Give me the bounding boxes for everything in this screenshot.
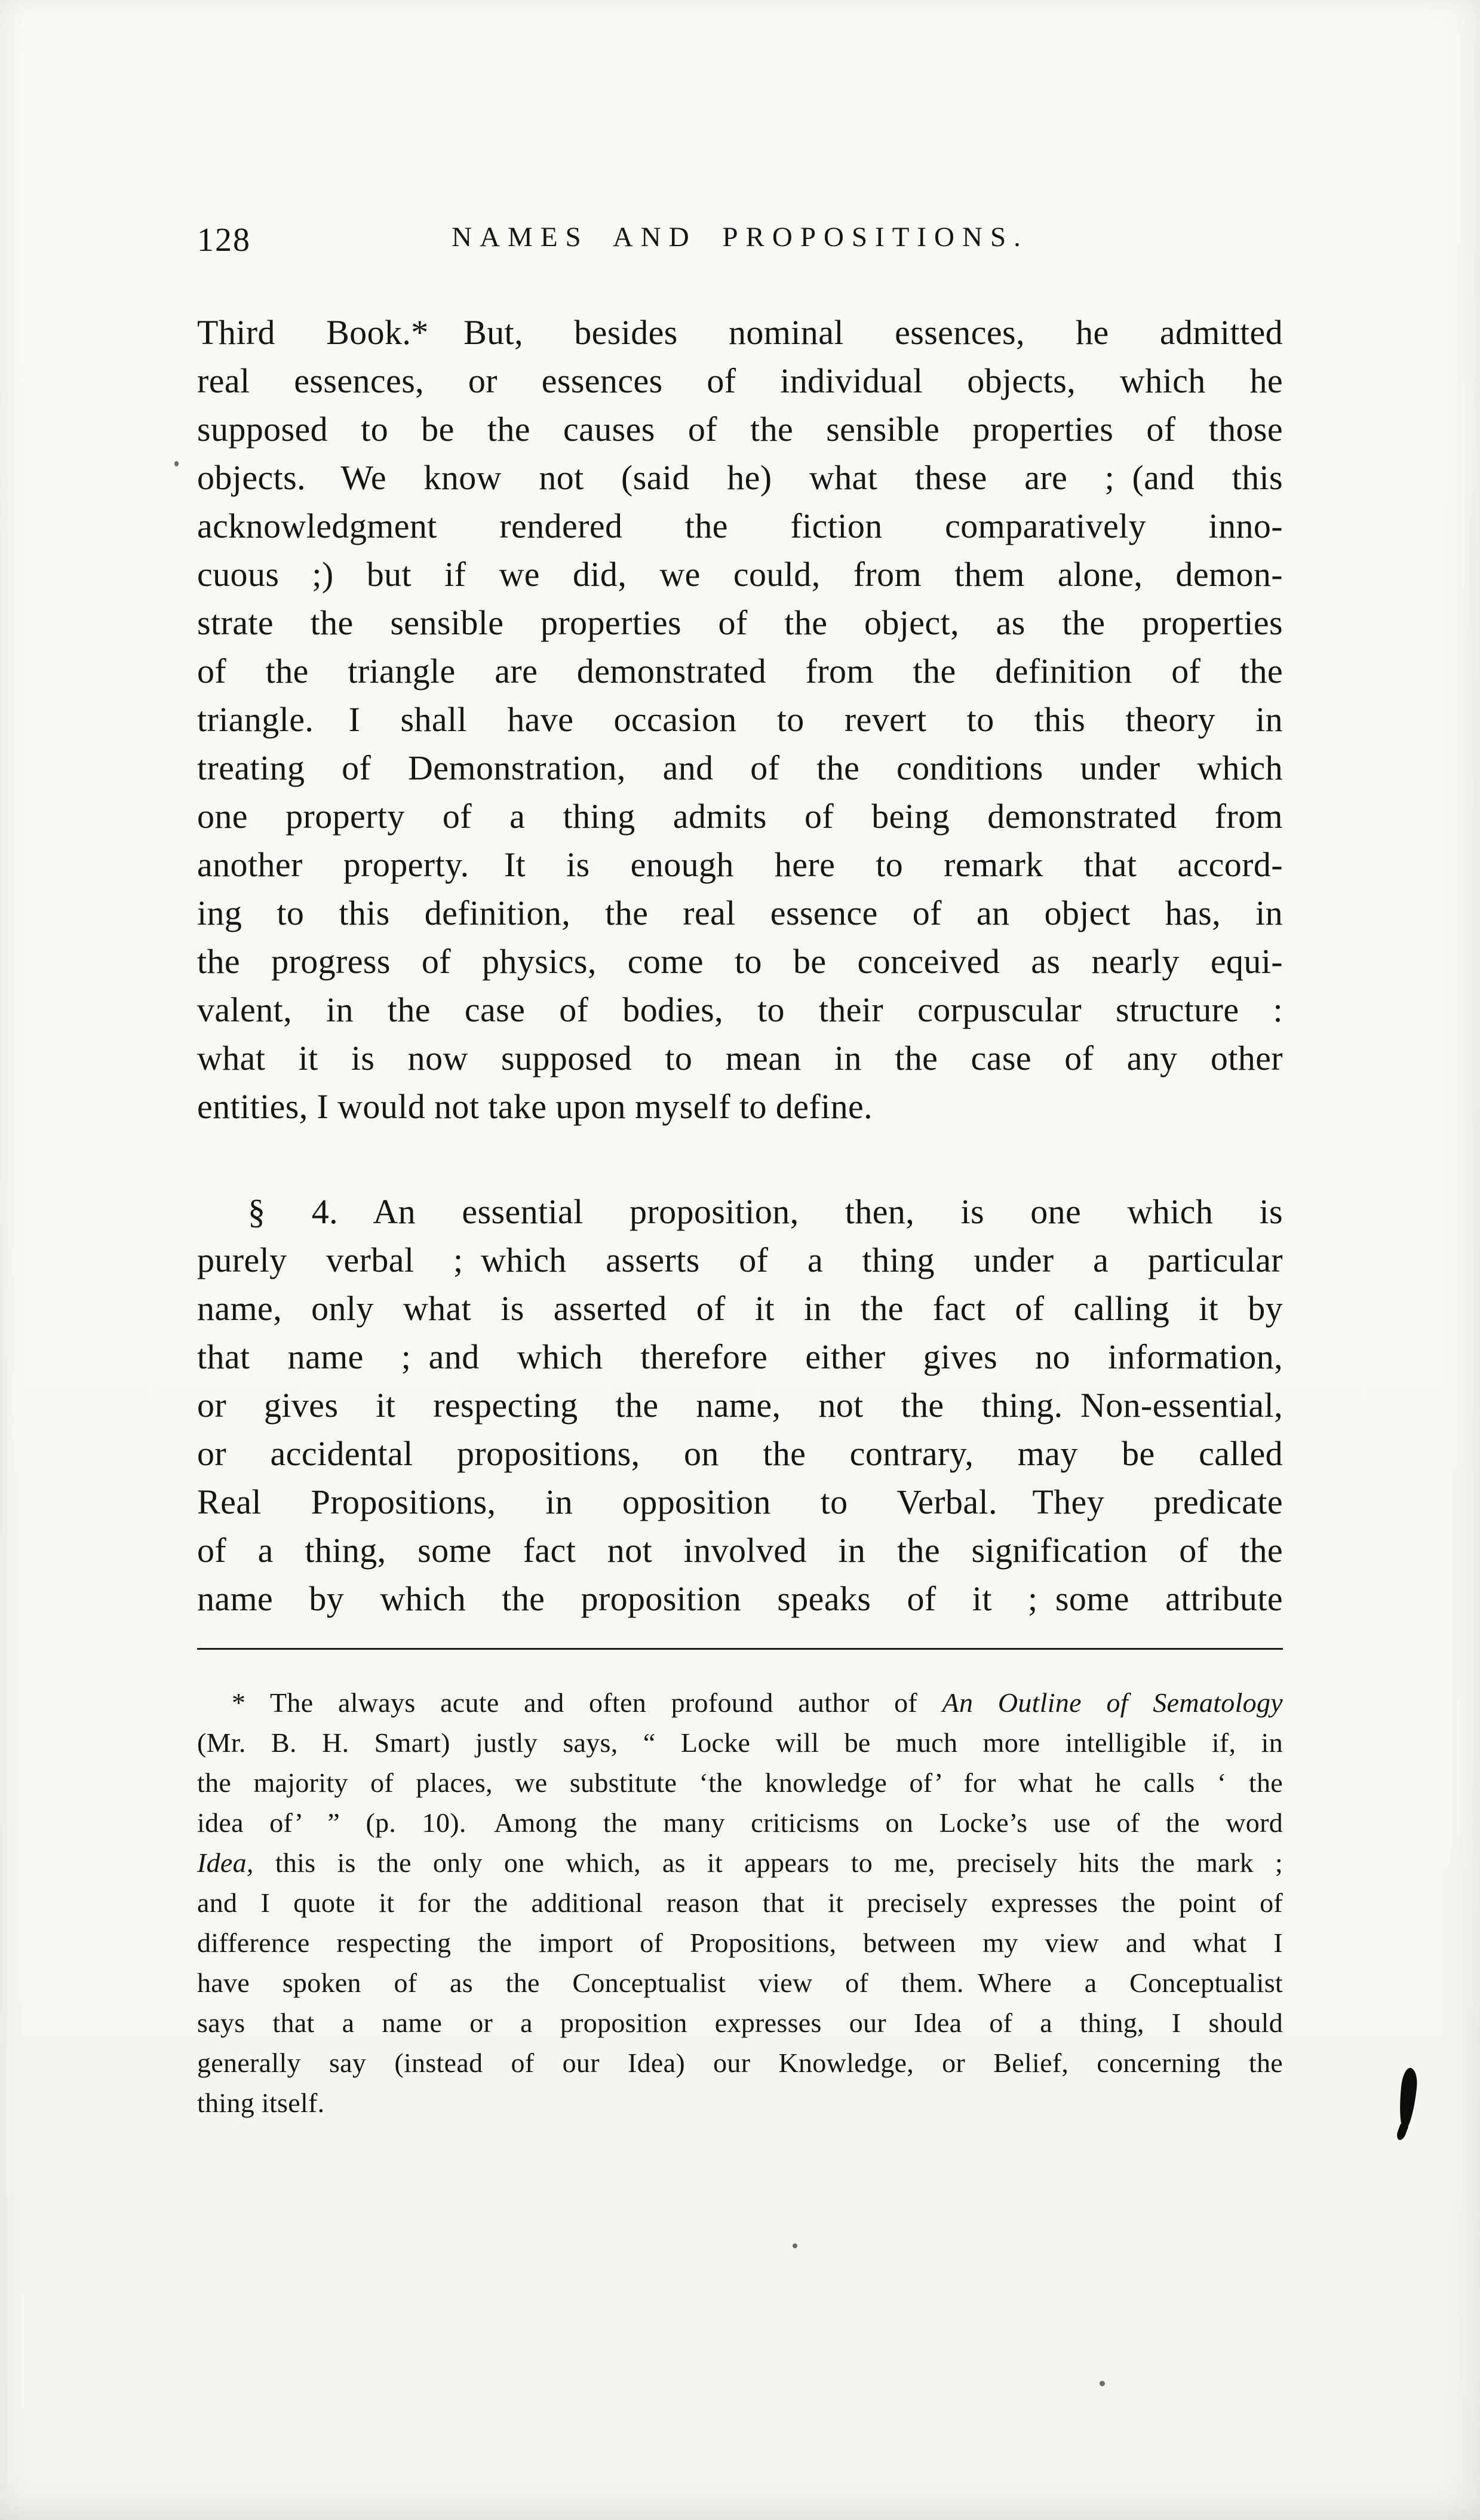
text-line — [197, 1843, 1283, 1883]
text-line: that name ; and which therefore either gives no information, — [197, 1337, 1283, 1376]
text-line: idea of’ ” (p. 10). Among the many criticisms on Locke’s use of the word — [197, 1807, 1283, 1838]
text-line: the progress of physics, come to be conceived as nearly equi- — [197, 942, 1283, 981]
text-line: says that a name or a proposition expresses our Idea of a thing, I should — [197, 2008, 1283, 2038]
text-segment: this is the only one which, as it appears to me, precisely hits the mark ; — [253, 1847, 1283, 1878]
text-line: Third Book.* But, besides nominal essences, he admitted — [197, 313, 1283, 352]
footnote — [197, 1683, 1283, 2123]
italic-text: An Outline of Sematology — [942, 1687, 1283, 1718]
text-line: entities, I would not take upon myself to define. — [197, 1087, 873, 1126]
text-line: what it is now supposed to mean in the case of any other — [197, 1039, 1283, 1078]
paragraph-essences — [197, 308, 1283, 1131]
text-line: one property of a thing admits of being demonstrated from — [197, 797, 1283, 836]
text-line: another property. It is enough here to remark that accord- — [197, 845, 1283, 884]
ink-blot — [1397, 2067, 1419, 2131]
text-line: difference respecting the import of Propositions, between my view and what I — [197, 1927, 1283, 1958]
scan-speck — [793, 2243, 797, 2248]
text-line: treating of Demonstration, and of the conditions under which — [197, 748, 1283, 787]
text-line: name by which the proposition speaks of it ; some attribute — [197, 1579, 1283, 1618]
text-line: generally say (instead of our Idea) our Knowledge, or Belief, concerning the — [197, 2048, 1283, 2078]
page-number: 128 — [197, 222, 251, 259]
text-line: have spoken of as the Conceptualist view of them. Where a Conceptualist — [197, 1967, 1283, 1998]
text-line: § 4. An essential proposition, then, is one which is — [248, 1192, 1283, 1231]
text-line: triangle. I shall have occasion to revert to this theory in — [197, 700, 1283, 739]
text-segment: * The always acute and often profound author of — [232, 1687, 942, 1718]
text-line: purely verbal ; which asserts of a thing under a particular — [197, 1241, 1283, 1279]
text-line — [197, 1683, 1283, 1723]
text-line: of a thing, some fact not involved in the signification of the — [197, 1531, 1283, 1570]
footnote-separator — [197, 1648, 1283, 1650]
scan-speck — [174, 461, 179, 466]
text-line: strate the sensible properties of the object, as the properties — [197, 603, 1283, 642]
paragraph-section-4 — [197, 1187, 1283, 1623]
page-content — [197, 221, 1283, 2123]
text-line: of the triangle are demonstrated from the definition of the — [197, 652, 1283, 690]
text-line: ing to this definition, the real essence of an object has, in — [197, 894, 1283, 932]
text-line: Real Propositions, in opposition to Verbal. They predicate — [197, 1482, 1283, 1521]
text-line: objects. We know not (said he) what these are ; (and this — [197, 458, 1283, 497]
italic-text: Idea, — [197, 1847, 254, 1878]
running-title: NAMES AND PROPOSITIONS. — [452, 222, 1028, 253]
text-line: the majority of places, we substitute ‘the knowledge of’ for what he calls ‘ the — [197, 1767, 1283, 1798]
text-line: name, only what is asserted of it in the fact of calling it by — [197, 1289, 1283, 1328]
text-line: or accidental propositions, on the contrary, may be called — [197, 1434, 1283, 1473]
text-line: and I quote it for the additional reason that it precisely expresses the point of — [197, 1887, 1283, 1918]
text-line: (Mr. B. H. Smart) justly says, “ Locke will be much more intelligible if, in — [197, 1727, 1283, 1758]
text-line: acknowledgment rendered the fiction comparatively inno- — [197, 507, 1283, 545]
page-header — [197, 221, 1283, 260]
main-text — [197, 308, 1283, 1623]
text-line: real essences, or essences of individual objects, which he — [197, 361, 1283, 400]
text-line: thing itself. — [197, 2088, 325, 2118]
text-line: valent, in the case of bodies, to their corpuscular structure : — [197, 990, 1283, 1029]
text-line: supposed to be the causes of the sensible properties of those — [197, 410, 1283, 449]
scan-speck — [1100, 2381, 1105, 2386]
text-line: or gives it respecting the name, not the thing. Non-essential, — [197, 1386, 1283, 1425]
text-line: cuous ;) but if we did, we could, from them alone, demon- — [197, 555, 1283, 594]
